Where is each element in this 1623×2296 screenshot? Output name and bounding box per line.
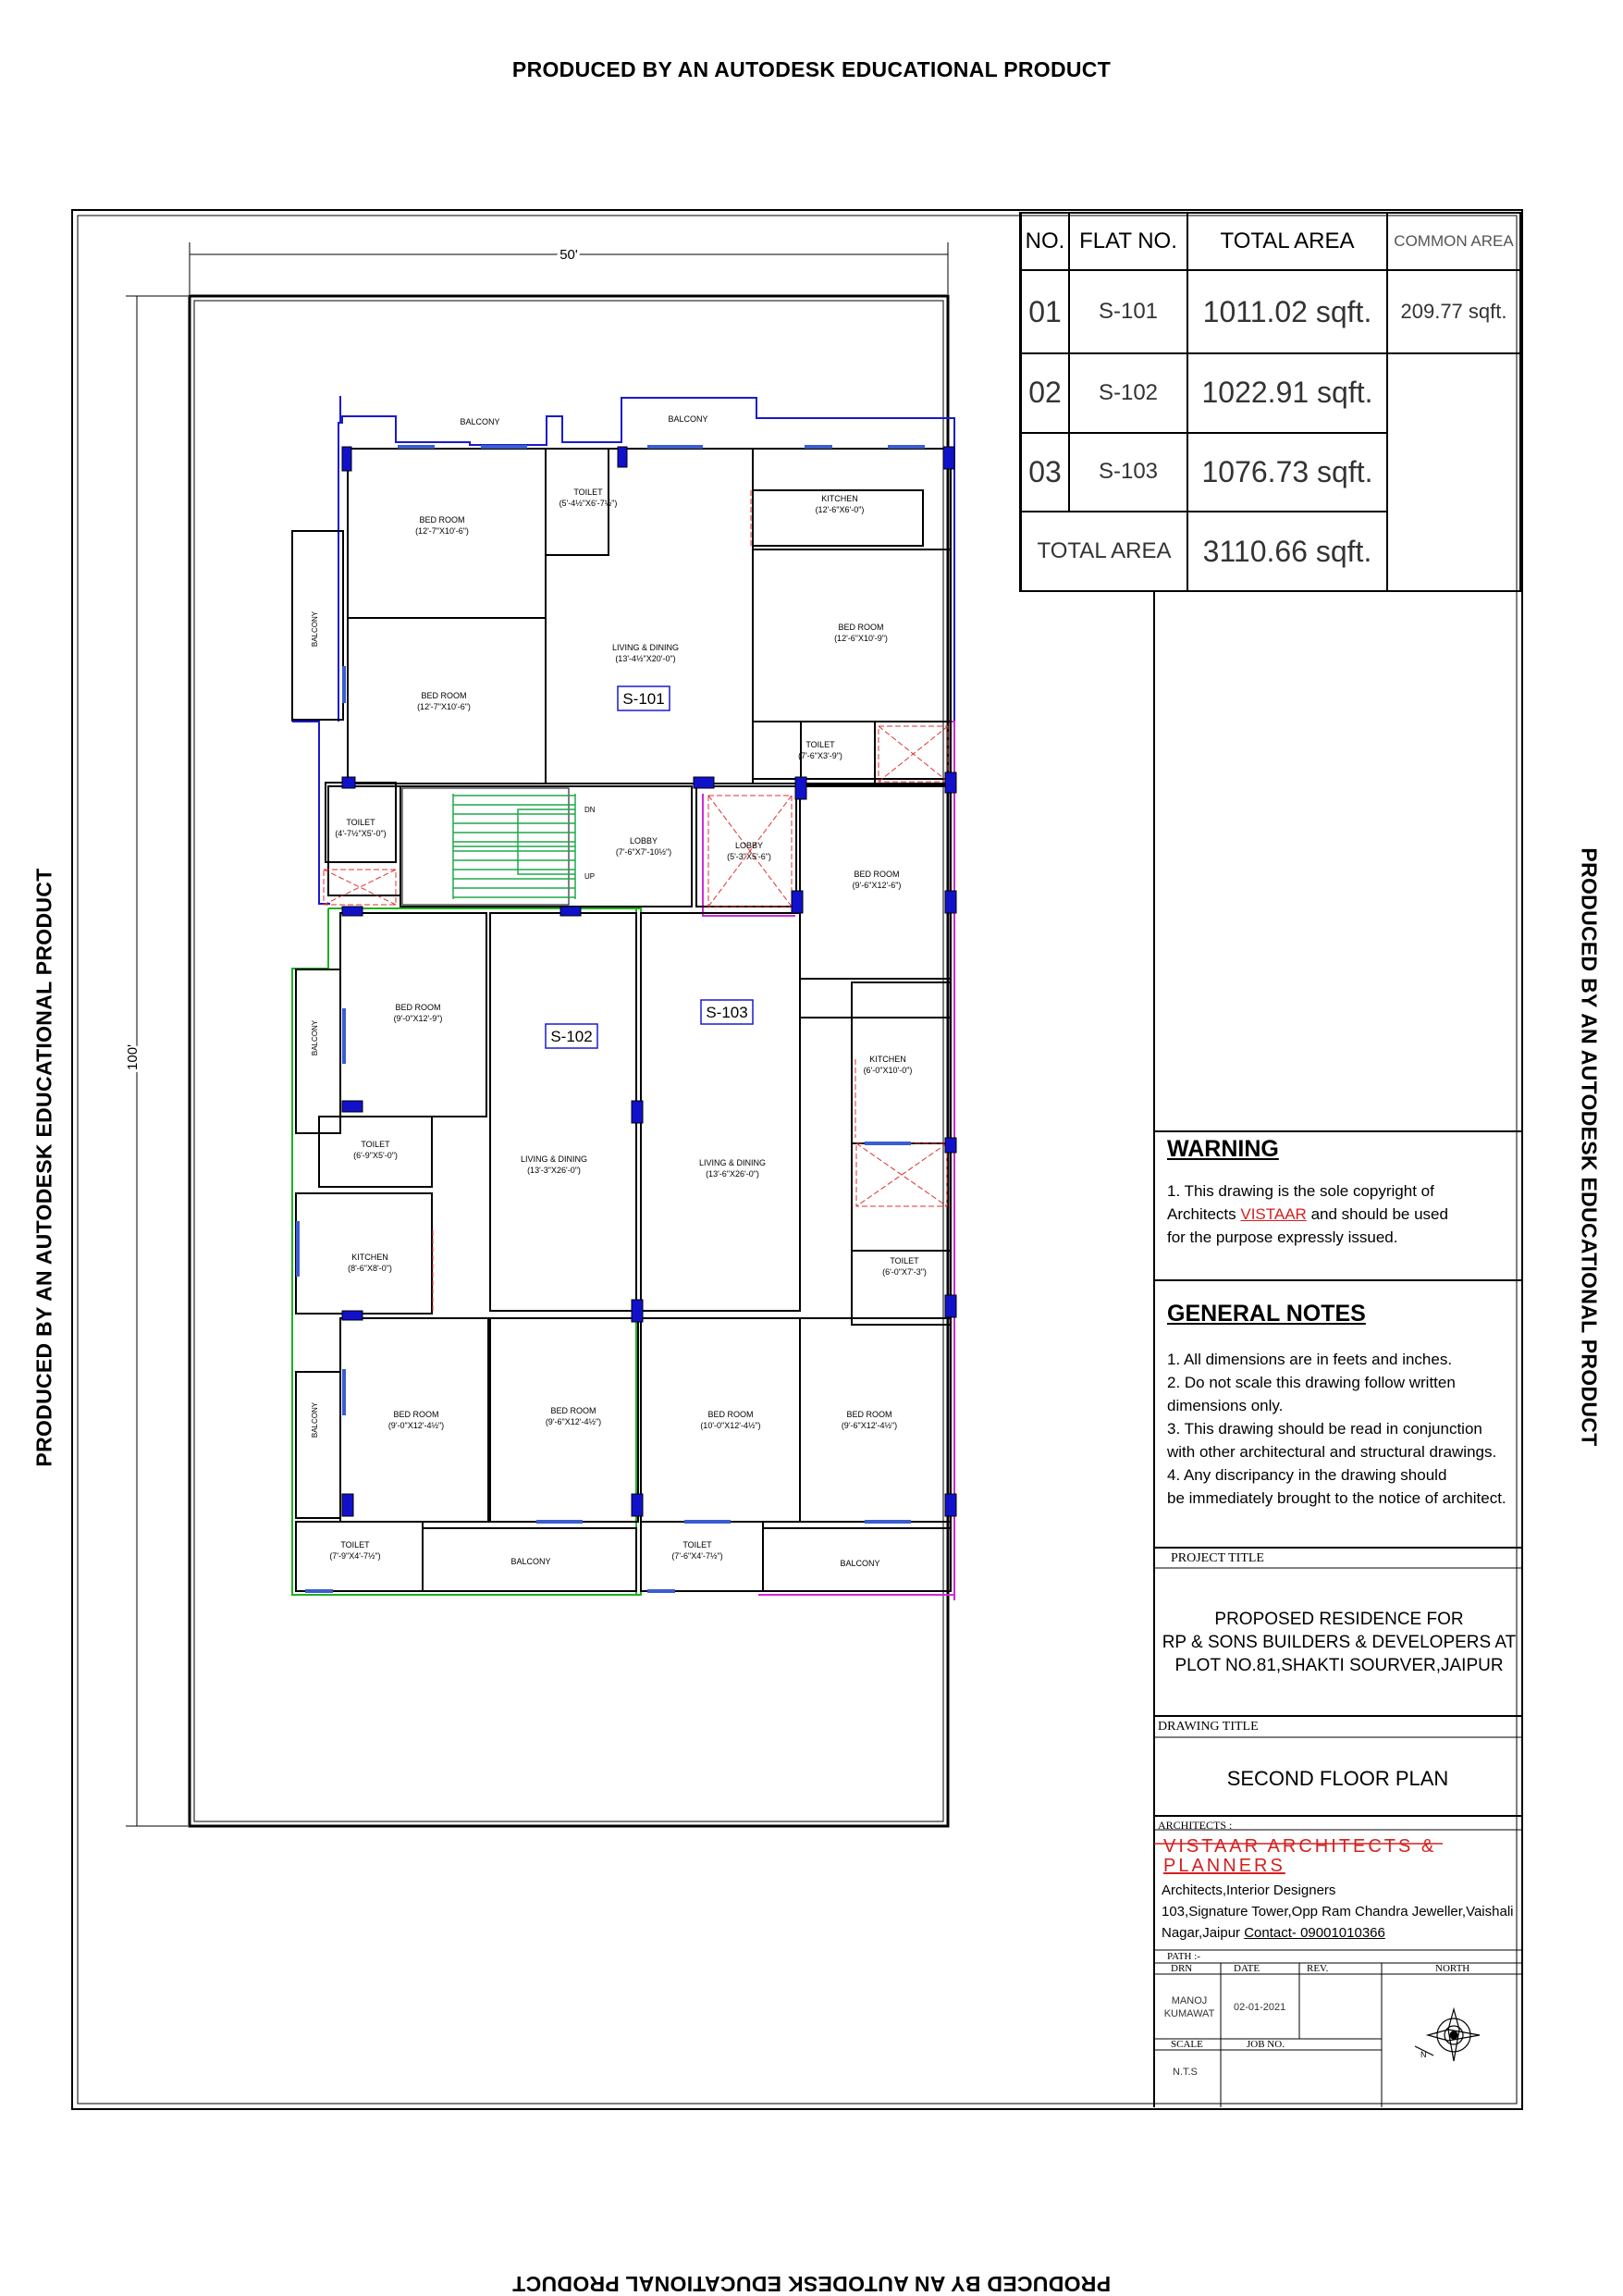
room-label: BALCONY <box>668 414 708 424</box>
general-notes-block <box>1167 1301 1518 1510</box>
note-line: be immediately brought to the notice of architect. <box>1167 1489 1506 1507</box>
walls <box>292 449 951 1591</box>
row-no: 01 <box>1021 270 1069 353</box>
room-label: BED ROOM <box>395 1003 441 1012</box>
header-no: NO. <box>1021 213 1069 270</box>
room-label: BALCONY <box>510 1557 551 1566</box>
architect-address: 103,Signature Tower,Opp Ram Chandra Jeweller,Vaishali <box>1162 1904 1514 1920</box>
room-label: TOILET <box>682 1540 712 1549</box>
row-flat: S-102 <box>1069 353 1187 433</box>
room-label: (7'-9"X4'-7½") <box>329 1551 381 1561</box>
room-label: (9'-6"X12'-4½") <box>841 1421 898 1430</box>
depth-dimension: 100' <box>125 1044 141 1070</box>
total-label: TOTAL AREA <box>1021 512 1187 591</box>
room-label: (9'-0"X12'-9") <box>393 1014 443 1023</box>
firm-line: PLANNERS <box>1163 1856 1285 1876</box>
north-arrow-icon <box>1415 2009 1480 2061</box>
room-label: TOILET <box>573 488 603 497</box>
room-label: (12'-7"X10'-6") <box>417 702 471 711</box>
room-label: BED ROOM <box>419 515 465 525</box>
room-label: (7'-6"X4'-7½") <box>671 1551 723 1561</box>
room-label: (4'-7½"X5'-0") <box>335 829 387 838</box>
warning-line: Architects VISTAAR and should be used <box>1167 1205 1448 1223</box>
svg-text:N: N <box>1420 2050 1427 2059</box>
path-label: PATH :- <box>1167 1951 1200 1962</box>
watermark-top: PRODUCED BY AN AUTODESK EDUCATIONAL PRODUCT <box>511 57 1112 81</box>
drawing-title: SECOND FLOOR PLAN <box>1226 1767 1449 1790</box>
row-area: 1076.73 sqft. <box>1187 433 1387 512</box>
note-line: 2. Do not scale this drawing follow written <box>1167 1374 1456 1391</box>
room-label: (13'-4½"X20'-0") <box>615 654 676 663</box>
room-label: BED ROOM <box>846 1410 892 1419</box>
room-label: BALCONY <box>840 1559 880 1568</box>
room-label: (6'-0"X10'-0") <box>863 1066 913 1075</box>
architects-label: ARCHITECTS : <box>1158 1819 1233 1832</box>
room-label: TOILET <box>361 1140 390 1149</box>
room-label: KITCHEN <box>869 1055 906 1064</box>
rev-label: REV. <box>1307 1963 1329 1974</box>
room-label: (12'-6"X6'-0") <box>815 505 865 514</box>
project-line: PLOT NO.81,SHAKTI SOURVER,JAIPUR <box>1174 1656 1504 1675</box>
watermark-bottom: PRODUCED BY AN AUTODESK EDUCATIONAL PRODUCT <box>511 2272 1112 2296</box>
room-label: LOBBY <box>629 836 658 846</box>
firm-line: VISTAAR ARCHITECTS & <box>1163 1836 1437 1857</box>
room-label: (6'-9"X5'-0") <box>353 1151 398 1160</box>
room-label: TOILET <box>805 740 835 749</box>
stair-up-label: UP <box>584 872 596 881</box>
width-dimension: 50' <box>559 247 578 263</box>
room-label: (10'-0"X12'-4½") <box>700 1421 761 1430</box>
room-label: (9'-0"X12'-4½") <box>387 1421 445 1430</box>
flat-label-s101: S-101 <box>622 690 665 708</box>
header-flat-no: FLAT NO. <box>1069 213 1187 270</box>
drawing-date: 02-01-2021 <box>1234 2002 1286 2013</box>
drawing-title-label: DRAWING TITLE <box>1158 1720 1259 1734</box>
warning-title: WARNING <box>1167 1136 1279 1162</box>
row-flat: S-103 <box>1069 433 1187 512</box>
flat-label-s102: S-102 <box>550 1028 593 1045</box>
scale-label: SCALE <box>1171 2039 1203 2050</box>
room-label: (13'-6"X26'-0") <box>706 1169 759 1179</box>
room-label: (7'-6"X3'-9") <box>798 751 842 760</box>
room-label: BED ROOM <box>393 1410 439 1419</box>
room-label: LIVING & DINING <box>698 1158 767 1167</box>
flat-label-s103: S-103 <box>706 1004 748 1021</box>
room-label: BED ROOM <box>838 623 884 632</box>
room-label: (5'-4½"X6'-7½") <box>559 499 618 508</box>
room-label: (12'-7"X10'-6") <box>415 526 469 536</box>
architect-details <box>1162 1880 1522 1944</box>
row-no: 02 <box>1021 353 1069 433</box>
room-label: (9'-6"X12'-4½") <box>545 1417 602 1426</box>
note-line: with other architectural and structural drawings. <box>1167 1443 1497 1461</box>
room-label: KITCHEN <box>821 494 858 503</box>
area-table <box>1020 212 1521 592</box>
stair-dn-label: DN <box>584 806 596 814</box>
room-label: BED ROOM <box>707 1410 754 1419</box>
room-label: (13'-3"X26'-0") <box>527 1166 581 1175</box>
flat-s103-boundary <box>756 722 954 1600</box>
job-no-label: JOB NO. <box>1247 2039 1285 2050</box>
plot-outline <box>190 296 948 1826</box>
room-label: (12'-6"X10'-9") <box>834 634 888 643</box>
room-label: BED ROOM <box>421 691 467 700</box>
north-label: NORTH <box>1435 1963 1470 1974</box>
architect-sub: Architects,Interior Designers <box>1162 1882 1336 1898</box>
room-label: BALCONY <box>311 1019 319 1056</box>
room-label: (9'-6"X12'-6") <box>852 881 902 890</box>
room-label: (8'-6"X8'-0") <box>348 1264 392 1273</box>
room-label: BED ROOM <box>550 1406 596 1415</box>
watermark-left: PRODUCED BY AN AUTODESK EDUCATIONAL PRODUCT <box>31 868 56 1467</box>
header-common-area: COMMON AREA <box>1387 213 1520 270</box>
total-value: 3110.66 sqft. <box>1187 512 1387 591</box>
project-title-label: PROJECT TITLE <box>1171 1551 1264 1565</box>
project-line: RP & SONS BUILDERS & DEVELOPERS AT <box>1162 1633 1517 1652</box>
staircase <box>402 788 596 905</box>
room-label: TOILET <box>346 818 375 827</box>
project-title <box>1154 1608 1524 1677</box>
drawn-by: MANOJ KUMAWAT <box>1163 1995 1215 2019</box>
date-label: DATE <box>1234 1963 1260 1974</box>
note-line: 3. This drawing should be read in conjunction <box>1167 1420 1482 1438</box>
room-label: TOILET <box>890 1256 919 1265</box>
room-label: LOBBY <box>734 841 764 850</box>
note-line: dimensions only. <box>1167 1397 1284 1414</box>
note-line: 4. Any discripancy in the drawing should <box>1167 1466 1447 1484</box>
general-notes-title: GENERAL NOTES <box>1167 1301 1366 1327</box>
row-no: 03 <box>1021 433 1069 512</box>
drn-label: DRN <box>1171 1963 1193 1974</box>
row-area: 1011.02 sqft. <box>1187 270 1387 353</box>
room-label: BALCONY <box>311 1401 319 1438</box>
room-label: TOILET <box>340 1540 370 1549</box>
contact-number: Contact- 09001010366 <box>1244 1925 1385 1941</box>
room-label: LIVING & DINING <box>520 1154 588 1164</box>
room-label: LIVING & DINING <box>611 643 680 652</box>
row-flat: S-101 <box>1069 270 1187 353</box>
room-label: BED ROOM <box>854 870 900 879</box>
architect-address: Nagar,Jaipur Contact- 09001010366 <box>1162 1925 1385 1941</box>
warning-line: 1. This drawing is the sole copyright of <box>1167 1182 1434 1200</box>
project-line: PROPOSED RESIDENCE FOR <box>1214 1610 1464 1629</box>
row-common: 209.77 sqft. <box>1387 270 1520 353</box>
watermark-right: PRODUCED BY AN AUTODESK EDUCATIONAL PRODUCT <box>1577 847 1602 1447</box>
note-line: 1. All dimensions are in feets and inches. <box>1167 1351 1453 1368</box>
scale-value: N.T.S <box>1173 2067 1198 2078</box>
room-label: (7'-6"X7'-10½") <box>615 847 672 857</box>
warning-line: for the purpose expressly issued. <box>1167 1228 1398 1246</box>
flat-s101-boundary <box>340 396 954 722</box>
room-label: (5'-3"X5'-6") <box>727 852 771 861</box>
warning-block <box>1167 1136 1518 1249</box>
room-label: (6'-0"X7'-3") <box>882 1267 927 1277</box>
room-label: KITCHEN <box>351 1253 388 1262</box>
room-label: BALCONY <box>460 417 500 426</box>
room-label: BALCONY <box>311 611 319 648</box>
architect-firm <box>1163 1837 1436 1876</box>
brand-name: VISTAAR <box>1240 1205 1307 1223</box>
row-area: 1022.91 sqft. <box>1187 353 1387 433</box>
header-total-area: TOTAL AREA <box>1187 213 1387 270</box>
